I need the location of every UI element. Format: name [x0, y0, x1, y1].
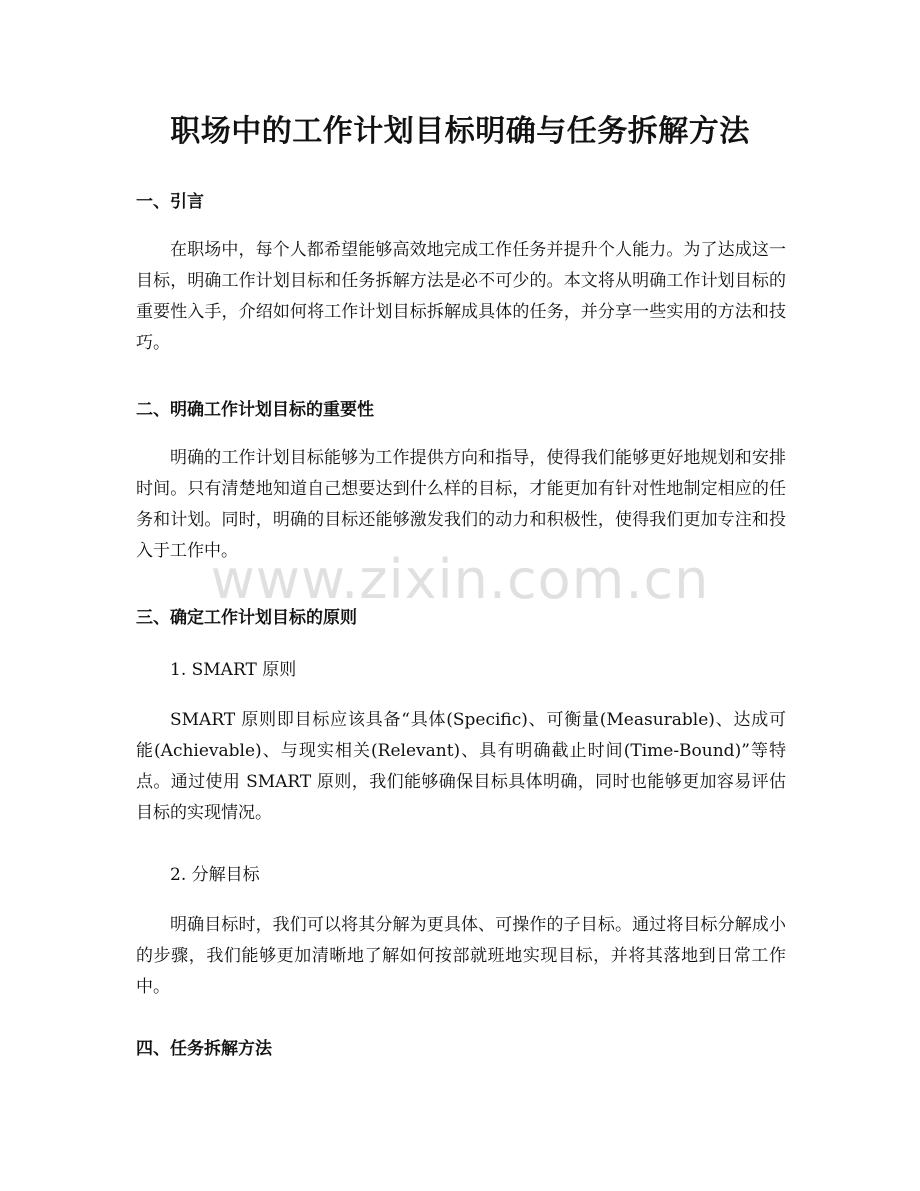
section-paragraph-importance: 明确的工作计划目标能够为工作提供方向和指导，使得我们能够更好地规划和安排时间。只有清楚地知道自己想要达到什么样的目标，才能更加有针对性地制定相应的任务和计划。同时，明确的目标还能够激发我们的动力和积极性，使得我们更加专注和投入于工作中。 — [136, 448, 786, 561]
section-heading-task-breakdown: 四、任务拆解方法 — [136, 1039, 272, 1059]
watermark: www.zixin.com.cn — [210, 548, 710, 611]
section-heading-principles: 三、确定工作计划目标的原则 — [136, 608, 357, 628]
subsection-label-decompose: 2. 分解目标 — [170, 865, 260, 885]
subsection-label-smart: 1. SMART 原则 — [170, 660, 297, 680]
document-title: 职场中的工作计划目标明确与任务拆解方法 — [170, 114, 750, 149]
subsection-paragraph-decompose: 明确目标时，我们可以将其分解为更具体、可操作的子目标。通过将目标分解成小的步骤，我们能够更加清晰地了解如何按部就班地实现目标，并将其落地到日常工作中。 — [136, 915, 786, 997]
section-paragraph-introduction: 在职场中，每个人都希望能够高效地完成工作任务并提升个人能力。为了达成这一目标，明确工作计划目标和任务拆解方法是必不可少的。本文将从明确工作计划目标的重要性入手，介绍如何将工作计划目标拆解成具体的任务，并分享一些实用的方法和技巧。 — [136, 240, 786, 353]
subsection-paragraph-smart: SMART 原则即目标应该具备“具体(Specific)、可衡量(Measurable)、达成可能(Achievable)、与现实相关(Relevant)、具有明确截止时间(Time-Bound)”等特点。通过使用 SMART 原则，我们能够确保目标具体明确，同时也能够更加容易评估目标的实现情况。 — [136, 710, 786, 823]
section-heading-introduction: 一、引言 — [136, 192, 204, 212]
section-heading-importance: 二、明确工作计划目标的重要性 — [136, 400, 374, 420]
